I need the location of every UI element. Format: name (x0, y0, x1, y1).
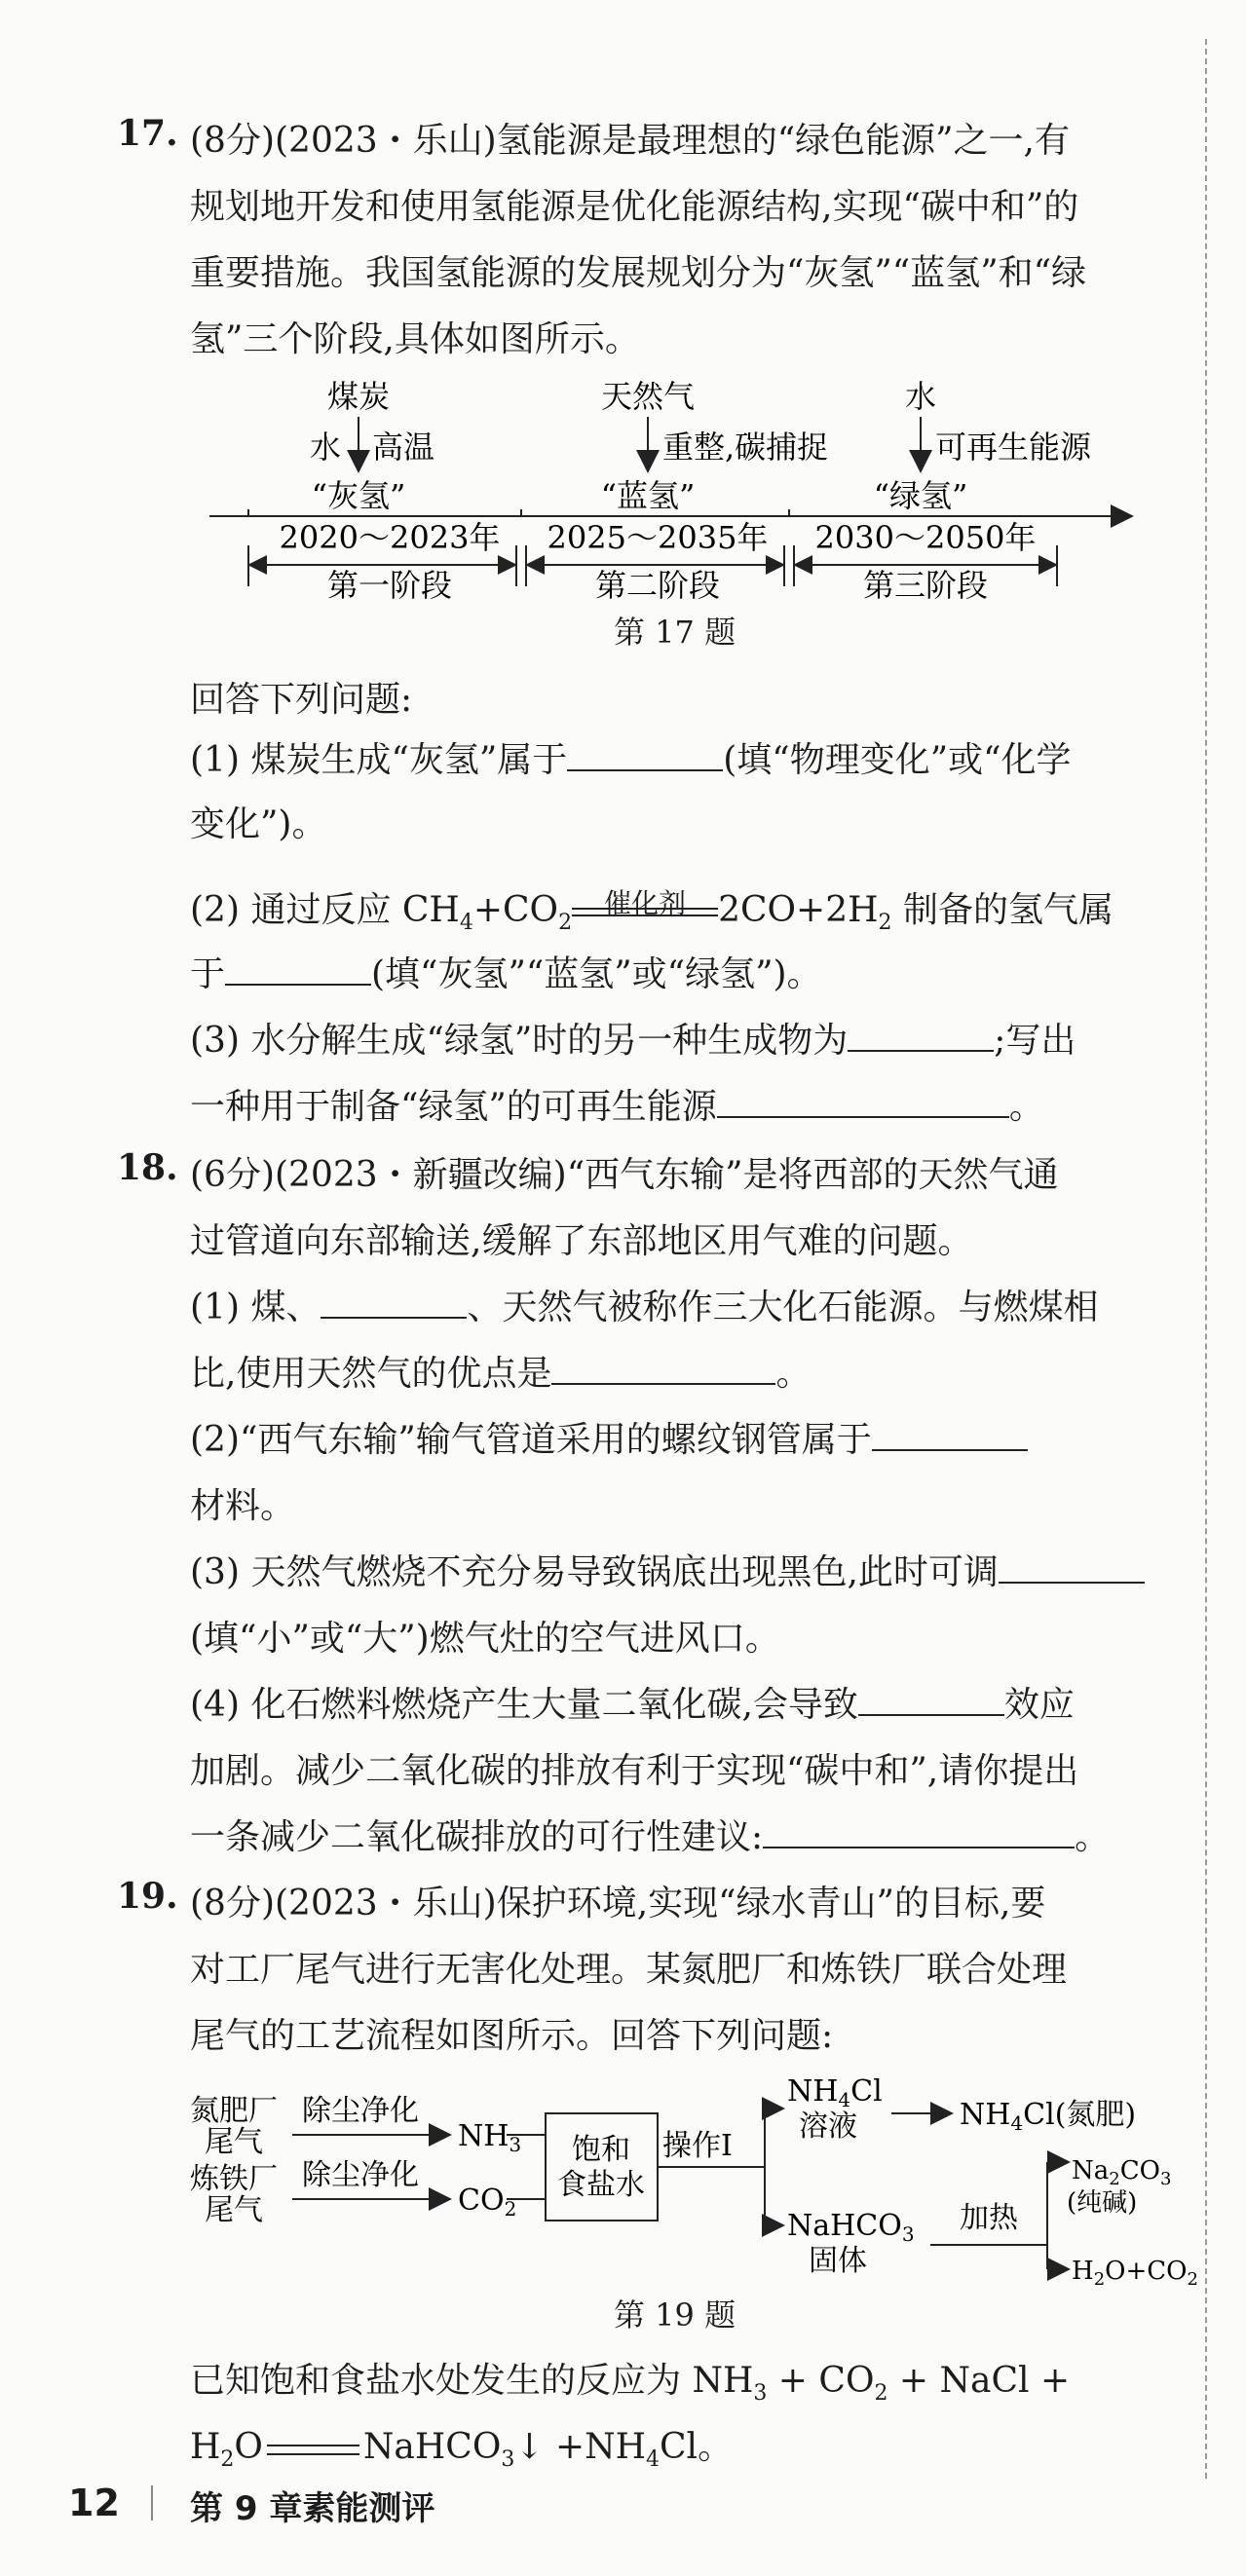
cut-line (1205, 39, 1207, 2479)
nitrogen-plant-gas: 尾气 (205, 2125, 263, 2159)
heat-label: 加热 (960, 2201, 1018, 2235)
question-18-line-2: 过管道向东部输送,缓解了东部地区用气难的问题。 (190, 1221, 973, 1261)
figure-17-caption: 第 17 题 (614, 614, 736, 651)
question-18-part-2: (2)“西气东输”输气管道采用的螺纹钢管属于 (190, 1412, 1169, 1462)
question-17-line-3: 重要措施。我国氢能源的发展规划分为“灰氢”“蓝氢”和“绿 (190, 253, 1087, 293)
nahco3-solid-label: 固体 (809, 2244, 867, 2278)
brine-label-2: 食盐水 (557, 2168, 645, 2202)
question-17-prompt: 回答下列问题: (190, 680, 413, 720)
stage2-source: 天然气 (600, 378, 696, 415)
answer-blank-17-3b[interactable] (717, 1079, 1009, 1118)
hydrogen-roadmap-diagram (195, 370, 1150, 614)
question-19-known-reaction: 已知饱和食盐水处发生的反应为 $NH_3 + CO_2$ + NaCl + (190, 2361, 1071, 2407)
question-18-part-4: (4) 化石燃料燃烧产生大量二氧化碳,会导致 效应 (190, 1677, 1169, 1727)
question-17-line-2: 规划地开发和使用氢能源是优化能源结构,实现“碳中和”的 (190, 187, 1079, 227)
question-19-line-3: 尾气的工艺流程如图所示。回答下列问题: (190, 2016, 834, 2056)
stage3-source: 水 (904, 378, 937, 415)
nh4cl-fertilizer: $NH_4Cl$(氮肥) (960, 2098, 1137, 2135)
nh3-label: $NH_3$ (458, 2119, 522, 2156)
question-18-part-2-cont: 材料。 (190, 1486, 296, 1526)
page-number: 12 (68, 2482, 120, 2524)
stage1-condition: 高温 (372, 429, 435, 466)
stage1-label: 第一阶段 (326, 567, 453, 604)
catalyst-label: 催化剂 (604, 887, 687, 919)
tail-gas-process-flow (185, 2070, 1198, 2290)
question-18-part-4-cont: 加剧。减少二氧化碳的排放有利于实现“碳中和”,请你提出 (190, 1751, 1079, 1791)
stage1-years: 2020～2023年 (279, 519, 501, 556)
stage1-source: 煤炭 (326, 378, 391, 415)
nahco3-formula: NaHCO$_3$ (787, 2209, 915, 2246)
question-18-part-3-cont: (填“小”或“大”)燃气灶的空气进风口。 (190, 1619, 780, 1659)
question-18-part-4-cont2: 一条减少二氧化碳排放的可行性建议: 。 (190, 1810, 1169, 1859)
question-18-part-3: (3) 天然气燃烧不充分易导致锅底出现黑色,此时可调 (190, 1545, 1169, 1594)
figure-19-caption: 第 19 题 (614, 2296, 736, 2333)
soda-ash-label: (纯碱) (1067, 2188, 1138, 2218)
question-19-line-2: 对工厂尾气进行无害化处理。某氮肥厂和炼铁厂联合处理 (190, 1950, 1068, 1990)
stage2-condition: 重整,碳捕捉 (662, 429, 829, 466)
stage3-label: 第三阶段 (862, 567, 989, 604)
saturated-brine-box (546, 2113, 658, 2221)
operation-1-label: 操作Ⅰ (662, 2129, 733, 2163)
h2o-co2-product: $H_2O+CO_2$ (1072, 2257, 1198, 2290)
question-17-part-1-cont: 变化”)。 (190, 804, 327, 844)
co2-label: $CO_2$ (458, 2184, 517, 2221)
question-17-part-3-cont: 一种用于制备“绿氢”的可再生能源 。 (190, 1079, 1169, 1129)
question-17-part-2: (2) 通过反应 $CH_4+CO_2$ 催化剂 $2CO+2H_2$ 制备的氢气属 (190, 882, 1169, 935)
na2co3-formula: $Na_2CO_3$ (1072, 2156, 1172, 2189)
answer-blank-17-1[interactable] (567, 732, 723, 771)
stage3-condition: 可再生能源 (935, 429, 1092, 466)
stage2-years: 2025～2035年 (547, 519, 769, 556)
chapter-title: 第 9 章素能测评 (190, 2489, 435, 2528)
question-17-line-4: 氢”三个阶段,具体如图所示。 (190, 319, 640, 359)
answer-blank-18-1b[interactable] (551, 1346, 775, 1385)
question-18-part-1: (1) 煤、 、天然气被称作三大化石能源。与燃煤相 (190, 1280, 1169, 1329)
question-18-part-1-cont: 比,使用天然气的优点是 。 (190, 1346, 1169, 1396)
question-17-number: 17. (117, 113, 178, 154)
answer-blank-18-2[interactable] (872, 1412, 1028, 1451)
answer-blank-18-1a[interactable] (321, 1280, 467, 1319)
question-17-part-2-cont: 于 (填“灰氢”“蓝氢”或“绿氢”)。 (190, 947, 1169, 996)
equals-sign (267, 2445, 359, 2455)
answer-blank-17-2[interactable] (225, 947, 371, 986)
question-18-number: 18. (117, 1147, 178, 1188)
stage3-years: 2030～2050年 (814, 519, 1037, 556)
answer-blank-18-4b[interactable] (763, 1810, 1075, 1848)
question-18-line-1: (6分)(2023・新疆改编)“西气东输”是将西部的天然气通 (190, 1155, 1059, 1195)
nitrogen-plant: 氮肥厂 (190, 2094, 278, 2128)
stage3-product: “绿氢” (873, 477, 968, 514)
iron-plant: 炼铁厂 (190, 2162, 278, 2196)
answer-blank-18-3[interactable] (999, 1545, 1145, 1584)
brine-label-1: 饱和 (572, 2133, 630, 2167)
answer-blank-18-4a[interactable] (858, 1677, 1004, 1716)
question-19-line-1: (8分)(2023・乐山)保护环境,实现“绿水青山”的目标,要 (190, 1884, 1046, 1923)
stage2-product: “蓝氢” (600, 477, 696, 514)
question-19-known-reaction-cont: $H_2O$ NaHCO$_3$↓ $+NH_4Cl$。 (190, 2427, 734, 2473)
purify-label-2: 除尘净化 (302, 2158, 419, 2192)
answer-blank-17-3a[interactable] (848, 1013, 994, 1052)
stage2-label: 第二阶段 (594, 567, 721, 604)
question-17-part-3: (3) 水分解生成“绿氢”时的另一种生成物为 ;写出 (190, 1013, 1169, 1063)
nh4cl-solution-label: 溶液 (799, 2109, 857, 2144)
iron-plant-gas: 尾气 (205, 2193, 263, 2227)
footer-divider (151, 2485, 153, 2520)
nh4cl-solution-formula: $NH_4Cl$ (787, 2074, 883, 2111)
question-17-part-1: (1) 煤炭生成“灰氢”属于 (填“物理变化”或“化学 (190, 732, 1169, 782)
stage1-product: “灰氢” (311, 477, 406, 514)
question-17-line-1: (8分)(2023・乐山)氢能源是最理想的“绿色能源”之一,有 (190, 121, 1070, 161)
purify-label-1: 除尘净化 (302, 2094, 419, 2128)
question-19-number: 19. (117, 1876, 178, 1917)
stage1-reagent: 水 (309, 429, 341, 466)
